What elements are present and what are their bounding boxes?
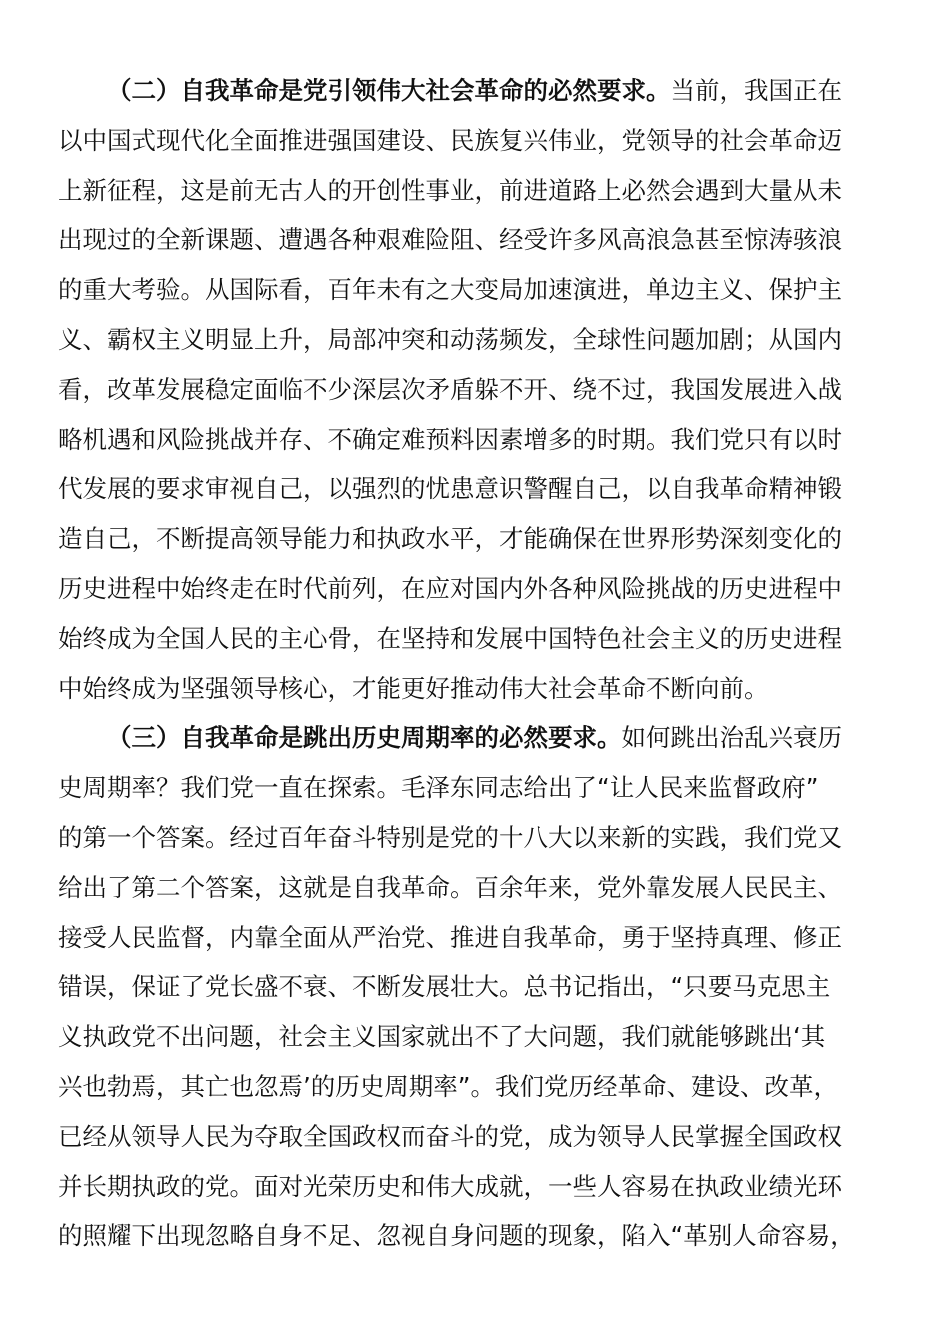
text-line: 以中国式现代化全面推进强国建设、民族复兴伟业，党领导的社会革命迈 — [58, 125, 842, 155]
text-line: 史周期率？我们党一直在探索。毛泽东同志给出了“让人民来监督政府” — [58, 773, 819, 803]
text-line: 给出了第二个答案，这就是自我革命。百余年来，党外靠发展人民民主、 — [58, 872, 842, 902]
text-line: 上新征程，这是前无古人的开创性事业，前进道路上必然会遇到大量从未 — [58, 175, 842, 205]
text-line: 出现过的全新课题、遭遇各种艰难险阻、经受许多风高浪急甚至惊涛骇浪 — [58, 225, 842, 255]
text-line: 已经从领导人民为夺取全国政权而奋斗的党，成为领导人民掌握全国政权 — [58, 1121, 842, 1151]
text-line: 始终成为全国人民的主心骨，在坚持和发展中国特色社会主义的历史进程 — [58, 623, 842, 653]
section-heading: （二）自我革命是党引领伟大社会革命的必然要求。 — [107, 76, 671, 105]
text-line: 略机遇和风险挑战并存、不确定难预料因素增多的时期。我们党只有以时 — [58, 424, 842, 454]
paragraph-first-line — [58, 713, 898, 763]
text-line: 看，改革发展稳定面临不少深层次矛盾躲不开、绕不过，我国发展进入战 — [58, 374, 842, 404]
paragraph-first-line — [58, 66, 898, 116]
text-line: 中始终成为坚强领导核心，才能更好推动伟大社会革命不断向前。 — [58, 673, 769, 703]
text-line: 错误，保证了党长盛不衰、不断发展壮大。总书记指出，“只要马克思主 — [58, 972, 831, 1002]
paragraph-section-3 — [58, 713, 898, 1261]
text-line: 并长期执政的党。面对光荣历史和伟大成就，一些人容易在执政业绩光环 — [58, 1171, 842, 1201]
document-page — [58, 66, 898, 1261]
text-line: 造自己，不断提高领导能力和执政水平，才能确保在世界形势深刻变化的 — [58, 524, 842, 554]
section-heading: （三）自我革命是跳出历史周期率的必然要求。 — [107, 723, 622, 753]
text-line: 的重大考验。从国际看，百年未有之大变局加速演进，单边主义、保护主 — [58, 275, 842, 305]
paragraph-section-2 — [58, 66, 898, 713]
text-line: 义执政党不出问题，社会主义国家就出不了大问题，我们就能够跳出‘其 — [58, 1022, 826, 1052]
text-line: 的照耀下出现忽略自身不足、忽视自身问题的现象，陷入“革别人命容易， — [58, 1221, 855, 1251]
text-run: 如何跳出治乱兴衰历 — [621, 723, 842, 753]
text-run: 当前，我国正在 — [670, 76, 842, 105]
text-line: 兴也勃焉，其亡也忽焉’的历史周期率”。我们党历经革命、建设、改革， — [58, 1071, 838, 1101]
text-line: 代发展的要求审视自己，以强烈的忧患意识警醒自己，以自我革命精神锻 — [58, 474, 842, 504]
text-line: 历史进程中始终走在时代前列，在应对国内外各种风险挑战的历史进程中 — [58, 573, 842, 603]
text-line: 接受人民监督，内靠全面从严治党、推进自我革命，勇于坚持真理、修正 — [58, 922, 842, 952]
text-line: 义、霸权主义明显上升，局部冲突和动荡频发，全球性问题加剧；从国内 — [58, 324, 842, 354]
text-line: 的第一个答案。经过百年奋斗特别是党的十八大以来新的实践，我们党又 — [58, 822, 842, 852]
